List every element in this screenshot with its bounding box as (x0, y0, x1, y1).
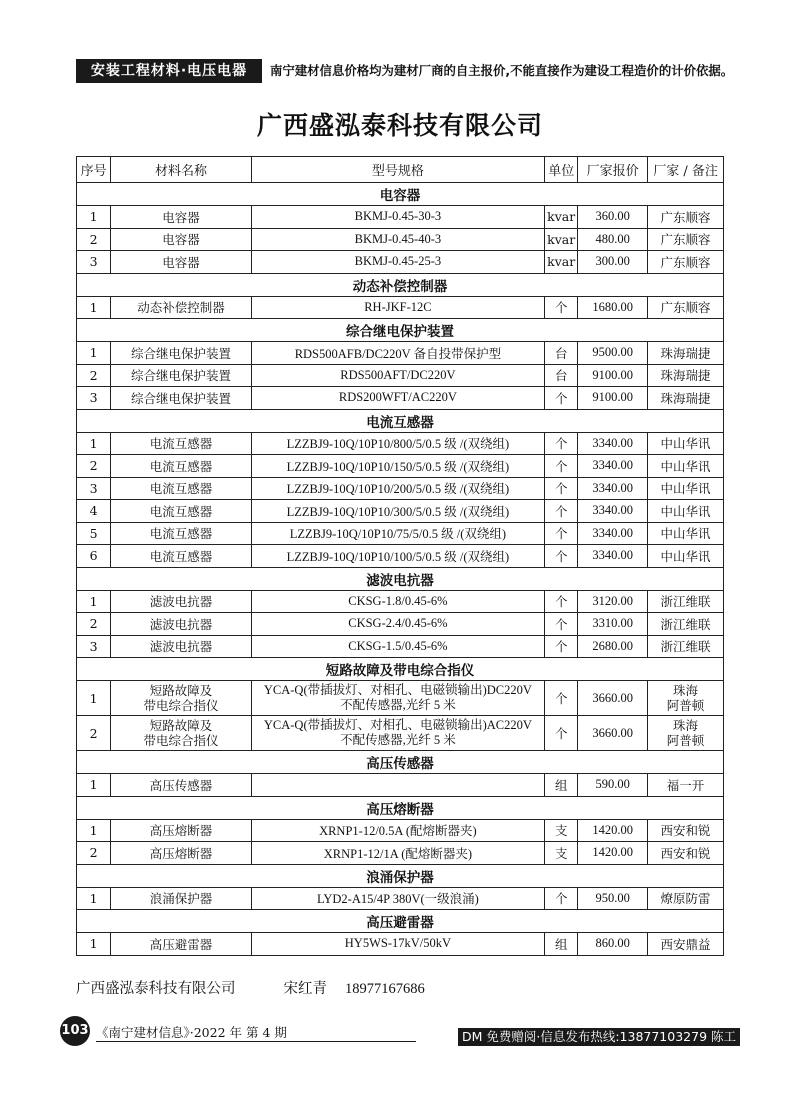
cell-vendor: 西安鼎益 (648, 933, 724, 956)
cell-vendor: 广东顺容 (648, 251, 724, 274)
section-header-row (77, 910, 724, 933)
cell-price: 3340.00 (578, 500, 648, 523)
section-header-row (77, 319, 724, 342)
table-row (77, 613, 724, 636)
cell-price: 3340.00 (578, 432, 648, 455)
section-title: 电容器 (77, 183, 724, 206)
contact-phone: 18977167686 (345, 981, 425, 997)
cell-material-name: 动态补偿控制器 (111, 296, 251, 319)
cell-price: 1420.00 (578, 819, 648, 842)
footer-rule (96, 1041, 416, 1042)
cell-vendor: 浙江维联 (648, 613, 724, 636)
cell-vendor: 珠海 阿普顿 (648, 716, 724, 751)
cell-unit: 台 (545, 342, 578, 365)
cell-model-spec: CKSG-1.8/0.45-6% (251, 590, 544, 613)
cell-model-spec: RH-JKF-12C (251, 296, 544, 319)
cell-vendor: 中山华讯 (648, 500, 724, 523)
cell-price: 3660.00 (578, 681, 648, 716)
header-vendor-note: 厂家 / 备注 (648, 157, 724, 183)
table-row (77, 455, 724, 478)
header-index: 序号 (77, 157, 111, 183)
cell-material-name: 综合继电保护装置 (111, 387, 251, 410)
price-notice: 南宁建材信息价格均为建材厂商的自主报价,不能直接作为建设工程造价的计价依据。 (270, 63, 734, 78)
cell-row-index: 2 (77, 364, 111, 387)
footer-company: 广西盛泓泰科技有限公司 (76, 981, 236, 997)
table-row (77, 251, 724, 274)
cell-price: 3660.00 (578, 716, 648, 751)
cell-model-spec: XRNP1-12/0.5A (配熔断器夹) (251, 819, 544, 842)
cell-material-name: 滤波电抗器 (111, 590, 251, 613)
cell-row-index: 1 (77, 819, 111, 842)
cell-row-index: 1 (77, 774, 111, 797)
cell-unit: 个 (545, 635, 578, 658)
cell-vendor: 中山华讯 (648, 432, 724, 455)
table-row (77, 500, 724, 523)
cell-vendor: 浙江维联 (648, 590, 724, 613)
section-title: 综合继电保护装置 (77, 319, 724, 342)
cell-price: 3340.00 (578, 522, 648, 545)
cell-price: 9100.00 (578, 387, 648, 410)
cell-model-spec: CKSG-2.4/0.45-6% (251, 613, 544, 636)
page-header (0, 59, 800, 83)
cell-row-index: 1 (77, 887, 111, 910)
table-row (77, 522, 724, 545)
cell-price: 3310.00 (578, 613, 648, 636)
cell-model-spec: LZZBJ9-10Q/10P10/75/5/0.5 级 /(双绕组) (251, 522, 544, 545)
cell-model-spec: BKMJ-0.45-25-3 (251, 251, 544, 274)
cell-material-name: 短路故障及 带电综合指仪 (111, 681, 251, 716)
cell-model-spec: RDS200WFT/AC220V (251, 387, 544, 410)
cell-unit: kvar (545, 251, 578, 274)
cell-vendor: 珠海瑞捷 (648, 364, 724, 387)
section-header-row (77, 273, 724, 296)
cell-price: 3340.00 (578, 455, 648, 478)
cell-material-name: 短路故障及 带电综合指仪 (111, 716, 251, 751)
cell-material-name: 电容器 (111, 251, 251, 274)
footer-contact (76, 977, 425, 998)
cell-unit: 组 (545, 774, 578, 797)
cell-row-index: 2 (77, 842, 111, 865)
table-row (77, 933, 724, 956)
cell-material-name: 电流互感器 (111, 432, 251, 455)
cell-vendor: 西安和锐 (648, 819, 724, 842)
section-header-row (77, 864, 724, 887)
table-row (77, 842, 724, 865)
cell-price: 3120.00 (578, 590, 648, 613)
cell-model-spec: BKMJ-0.45-30-3 (251, 206, 544, 229)
cell-price: 3340.00 (578, 477, 648, 500)
cell-row-index: 2 (77, 716, 111, 751)
cell-model-spec: YCA-Q(带插拔灯、对相孔、电磁锁输出)DC220V 不配传感器,光纤 5 米 (251, 681, 544, 716)
cell-unit: 支 (545, 842, 578, 865)
cell-model-spec: BKMJ-0.45-40-3 (251, 228, 544, 251)
cell-model-spec (251, 774, 544, 797)
cell-unit: 个 (545, 477, 578, 500)
table-row (77, 635, 724, 658)
cell-row-index: 1 (77, 432, 111, 455)
cell-unit: 台 (545, 364, 578, 387)
cell-model-spec: LZZBJ9-10Q/10P10/150/5/0.5 级 /(双绕组) (251, 455, 544, 478)
cell-price: 3340.00 (578, 545, 648, 568)
cell-price: 360.00 (578, 206, 648, 229)
cell-unit: 支 (545, 819, 578, 842)
cell-vendor: 珠海瑞捷 (648, 342, 724, 365)
cell-price: 1420.00 (578, 842, 648, 865)
section-title: 滤波电抗器 (77, 567, 724, 590)
cell-price: 860.00 (578, 933, 648, 956)
section-label: 安装工程材料·电压电器 (76, 59, 262, 83)
cell-price: 590.00 (578, 774, 648, 797)
page-number: 103 (60, 1016, 90, 1046)
header-unit: 单位 (545, 157, 578, 183)
cell-row-index: 1 (77, 933, 111, 956)
cell-row-index: 5 (77, 522, 111, 545)
section-header-row (77, 183, 724, 206)
cell-unit: 个 (545, 296, 578, 319)
cell-row-index: 3 (77, 477, 111, 500)
cell-vendor: 珠海瑞捷 (648, 387, 724, 410)
cell-price: 480.00 (578, 228, 648, 251)
table-row (77, 342, 724, 365)
cell-model-spec: RDS500AFT/DC220V (251, 364, 544, 387)
page-footer (60, 1016, 740, 1046)
cell-vendor: 西安和锐 (648, 842, 724, 865)
cell-row-index: 2 (77, 455, 111, 478)
cell-model-spec: HY5WS-17kV/50kV (251, 933, 544, 956)
cell-unit: 个 (545, 681, 578, 716)
journal-issue: 《南宁建材信息》·2022 年 第 4 期 (96, 1025, 287, 1040)
cell-row-index: 1 (77, 206, 111, 229)
cell-vendor: 燎原防雷 (648, 887, 724, 910)
table-row (77, 819, 724, 842)
cell-model-spec: RDS500AFB/DC220V 备自投带保护型 (251, 342, 544, 365)
cell-model-spec: XRNP1-12/1A (配熔断器夹) (251, 842, 544, 865)
header-price: 厂家报价 (578, 157, 648, 183)
section-title: 高压熔断器 (77, 796, 724, 819)
cell-model-spec: LZZBJ9-10Q/10P10/300/5/0.5 级 /(双绕组) (251, 500, 544, 523)
table-header-row (77, 157, 724, 183)
cell-unit: 个 (545, 716, 578, 751)
cell-unit: kvar (545, 206, 578, 229)
table-body (77, 183, 724, 956)
cell-row-index: 3 (77, 387, 111, 410)
section-header-row (77, 751, 724, 774)
cell-vendor: 中山华讯 (648, 477, 724, 500)
cell-row-index: 2 (77, 228, 111, 251)
cell-price: 9100.00 (578, 364, 648, 387)
cell-material-name: 综合继电保护装置 (111, 364, 251, 387)
section-header-row (77, 658, 724, 681)
table-row (77, 887, 724, 910)
cell-row-index: 3 (77, 635, 111, 658)
cell-row-index: 6 (77, 545, 111, 568)
cell-price: 300.00 (578, 251, 648, 274)
company-title: 广西盛泓泰科技有限公司 (256, 111, 543, 140)
cell-row-index: 1 (77, 296, 111, 319)
cell-vendor: 福一开 (648, 774, 724, 797)
cell-material-name: 浪涌保护器 (111, 887, 251, 910)
cell-material-name: 电流互感器 (111, 545, 251, 568)
header-material-name: 材料名称 (111, 157, 251, 183)
section-title: 高压传感器 (77, 751, 724, 774)
section-title: 浪涌保护器 (77, 864, 724, 887)
cell-row-index: 1 (77, 342, 111, 365)
cell-unit: 个 (545, 500, 578, 523)
header-model-spec: 型号规格 (251, 157, 544, 183)
table-row (77, 206, 724, 229)
table-row (77, 681, 724, 716)
cell-model-spec: YCA-Q(带插拔灯、对相孔、电磁锁输出)AC220V 不配传感器,光纤 5 米 (251, 716, 544, 751)
section-header-row (77, 796, 724, 819)
cell-material-name: 电流互感器 (111, 500, 251, 523)
section-title: 动态补偿控制器 (77, 273, 724, 296)
cell-unit: kvar (545, 228, 578, 251)
table-row (77, 364, 724, 387)
table-row (77, 228, 724, 251)
cell-model-spec: LZZBJ9-10Q/10P10/200/5/0.5 级 /(双绕组) (251, 477, 544, 500)
cell-vendor: 广东顺容 (648, 206, 724, 229)
cell-row-index: 1 (77, 590, 111, 613)
cell-material-name: 滤波电抗器 (111, 635, 251, 658)
cell-price: 9500.00 (578, 342, 648, 365)
cell-vendor: 浙江维联 (648, 635, 724, 658)
cell-unit: 个 (545, 887, 578, 910)
cell-model-spec: CKSG-1.5/0.45-6% (251, 635, 544, 658)
contact-person: 宋红青 (283, 981, 327, 997)
cell-material-name: 滤波电抗器 (111, 613, 251, 636)
cell-unit: 个 (545, 432, 578, 455)
cell-unit: 个 (545, 545, 578, 568)
section-title: 高压避雷器 (77, 910, 724, 933)
cell-material-name: 电流互感器 (111, 477, 251, 500)
dm-notice: DM 免费赠阅·信息发布热线:13877103279 陈工 (458, 1028, 740, 1046)
table-row (77, 477, 724, 500)
table-row (77, 432, 724, 455)
section-header-row (77, 567, 724, 590)
cell-vendor: 中山华讯 (648, 522, 724, 545)
cell-material-name: 电容器 (111, 206, 251, 229)
cell-material-name: 电流互感器 (111, 455, 251, 478)
cell-model-spec: LZZBJ9-10Q/10P10/100/5/0.5 级 /(双绕组) (251, 545, 544, 568)
table-row (77, 545, 724, 568)
cell-material-name: 高压熔断器 (111, 842, 251, 865)
cell-row-index: 2 (77, 613, 111, 636)
cell-row-index: 1 (77, 681, 111, 716)
price-table (76, 156, 724, 956)
table-row (77, 296, 724, 319)
cell-price: 1680.00 (578, 296, 648, 319)
cell-unit: 个 (545, 455, 578, 478)
cell-unit: 个 (545, 387, 578, 410)
cell-vendor: 珠海 阿普顿 (648, 681, 724, 716)
section-header-row (77, 409, 724, 432)
cell-row-index: 3 (77, 251, 111, 274)
cell-material-name: 高压传感器 (111, 774, 251, 797)
section-title: 短路故障及带电综合指仪 (77, 658, 724, 681)
cell-vendor: 中山华讯 (648, 455, 724, 478)
cell-material-name: 高压避雷器 (111, 933, 251, 956)
cell-unit: 组 (545, 933, 578, 956)
cell-vendor: 广东顺容 (648, 296, 724, 319)
section-title: 电流互感器 (77, 409, 724, 432)
table-row (77, 590, 724, 613)
cell-material-name: 综合继电保护装置 (111, 342, 251, 365)
cell-unit: 个 (545, 613, 578, 636)
cell-price: 2680.00 (578, 635, 648, 658)
table-row (77, 774, 724, 797)
cell-material-name: 电容器 (111, 228, 251, 251)
cell-material-name: 高压熔断器 (111, 819, 251, 842)
cell-unit: 个 (545, 590, 578, 613)
cell-model-spec: LZZBJ9-10Q/10P10/800/5/0.5 级 /(双绕组) (251, 432, 544, 455)
table-row (77, 716, 724, 751)
cell-material-name: 电流互感器 (111, 522, 251, 545)
cell-model-spec: LYD2-A15/4P 380V(一级浪涌) (251, 887, 544, 910)
cell-vendor: 广东顺容 (648, 228, 724, 251)
cell-price: 950.00 (578, 887, 648, 910)
cell-row-index: 4 (77, 500, 111, 523)
cell-unit: 个 (545, 522, 578, 545)
cell-vendor: 中山华讯 (648, 545, 724, 568)
table-row (77, 387, 724, 410)
